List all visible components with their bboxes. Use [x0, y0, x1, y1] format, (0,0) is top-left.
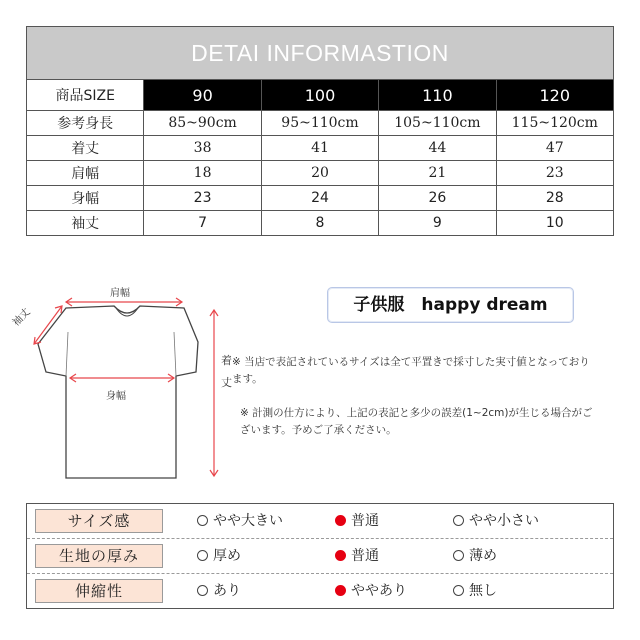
table-row — [27, 211, 614, 236]
table-row — [27, 161, 614, 186]
tolerance-note: ※ 計測の仕方により、上記の表記と多少の誤差(1~2cm)が生じる場合がございます。予めご了承ください。 — [240, 407, 593, 436]
table-row — [27, 136, 614, 161]
tshirt-armhole-right — [174, 332, 176, 376]
circle-icon — [453, 515, 464, 526]
size-header-cell: 110 — [379, 80, 496, 111]
table-cell: 95~110cm — [261, 111, 378, 136]
table-cell: 8 — [261, 211, 378, 236]
rating-label: 伸縮性 — [35, 579, 163, 603]
sleeve-length-label: 袖丈 — [10, 306, 33, 329]
rating-option — [453, 539, 497, 573]
table-cell: 28 — [496, 186, 613, 211]
measurement-note: ※ 当店で表記されているサイズは全て平置きで採寸した実寸値となっております。 — [232, 356, 590, 385]
tshirt-armhole-left — [66, 332, 68, 376]
body-length-label: 着丈 — [221, 354, 232, 389]
size-header-row — [27, 80, 614, 111]
row-label: 袖丈 — [27, 211, 144, 236]
row-label: 着丈 — [27, 136, 144, 161]
sleeve-arrow — [34, 306, 62, 344]
table-row — [27, 111, 614, 136]
table-cell: 85~90cm — [144, 111, 261, 136]
rating-option-label: やや大きい — [213, 513, 283, 529]
table-cell: 105~110cm — [379, 111, 496, 136]
rating-option-label: やや小さい — [469, 513, 539, 529]
table-cell: 9 — [379, 211, 496, 236]
rating-option — [453, 574, 497, 608]
filled-circle-icon — [335, 585, 346, 596]
rating-option — [197, 504, 283, 538]
size-header-cell: 100 — [261, 80, 378, 111]
chest-width-label: 身幅 — [106, 391, 126, 402]
filled-circle-icon — [335, 515, 346, 526]
table-cell: 26 — [379, 186, 496, 211]
rating-option-label: 普通 — [351, 513, 379, 529]
table-cell: 18 — [144, 161, 261, 186]
rating-option-label: 厚め — [213, 548, 241, 564]
circle-icon — [453, 585, 464, 596]
row-label: 肩幅 — [27, 161, 144, 186]
rating-option-label: 普通 — [351, 548, 379, 564]
size-header-cell: 120 — [496, 80, 613, 111]
brand-badge: 子供服 happy dream — [327, 287, 574, 323]
tshirt-diagram — [14, 282, 244, 492]
size-table — [26, 26, 614, 236]
circle-icon — [197, 515, 208, 526]
filled-circle-icon — [335, 550, 346, 561]
circle-icon — [197, 550, 208, 561]
rating-label: 生地の厚み — [35, 544, 163, 568]
size-header-cell: 90 — [144, 80, 261, 111]
table-cell: 23 — [496, 161, 613, 186]
table-cell: 115~120cm — [496, 111, 613, 136]
shoulder-width-label: 肩幅 — [110, 288, 130, 299]
rating-option-selected — [335, 574, 407, 608]
size-header-label: 商品SIZE — [27, 80, 144, 111]
row-label: 身幅 — [27, 186, 144, 211]
table-cell: 47 — [496, 136, 613, 161]
table-cell: 38 — [144, 136, 261, 161]
rating-option-label: ややあり — [351, 583, 407, 599]
rating-option-label: あり — [213, 583, 241, 599]
rating-option-selected — [335, 504, 379, 538]
rating-option-label: 無し — [469, 583, 497, 599]
rating-option-selected — [335, 539, 379, 573]
table-cell: 10 — [496, 211, 613, 236]
rating-option-label: 薄め — [469, 548, 497, 564]
table-cell: 23 — [144, 186, 261, 211]
rating-row-stretch — [27, 573, 613, 606]
table-row — [27, 186, 614, 211]
table-title: DETAI INFORMASTION — [27, 27, 614, 80]
row-label: 参考身長 — [27, 111, 144, 136]
table-cell: 20 — [261, 161, 378, 186]
rating-row-thickness — [27, 538, 613, 571]
rating-option — [197, 539, 241, 573]
tshirt-neckline — [116, 308, 138, 316]
circle-icon — [453, 550, 464, 561]
rating-row-size — [27, 504, 613, 536]
rating-option — [197, 574, 241, 608]
table-cell: 24 — [261, 186, 378, 211]
rating-option — [453, 504, 539, 538]
circle-icon — [197, 585, 208, 596]
table-cell: 44 — [379, 136, 496, 161]
table-cell: 7 — [144, 211, 261, 236]
table-cell: 41 — [261, 136, 378, 161]
table-cell: 21 — [379, 161, 496, 186]
rating-panel — [26, 503, 614, 609]
rating-label: サイズ感 — [35, 509, 163, 533]
